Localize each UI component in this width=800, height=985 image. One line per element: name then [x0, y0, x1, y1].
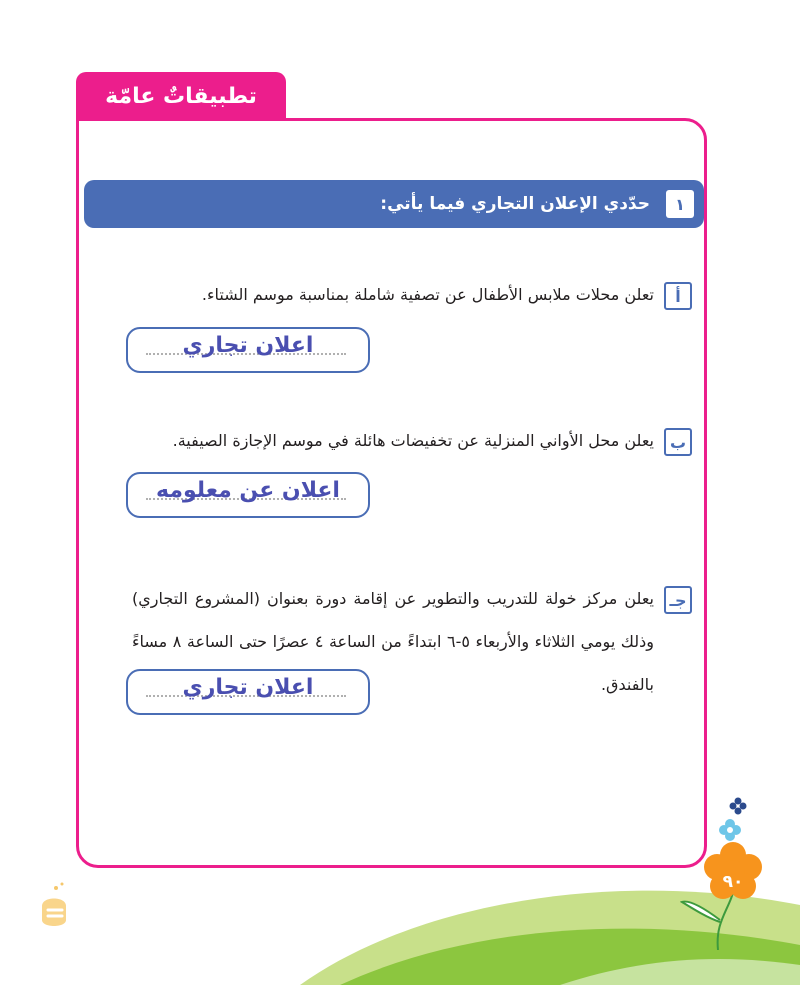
- item-b-text: يعلن محل الأواني المنزلية عن تخفيضات هائلة في موسم الإجازة الصيفية.: [172, 431, 654, 450]
- answer-c-text: اعلان تجاري: [182, 675, 314, 700]
- answer-b-text: اعلان عن معلومه: [156, 478, 340, 503]
- question-number: ١: [666, 190, 694, 218]
- publisher-logo-icon: [34, 880, 74, 930]
- item-c-text: يعلن مركز خولة للتدريب والتطوير عن إقامة دورة بعنوان (المشروع التجاري) وذلك يومي الثلاثاء والأربعاء ٥-٦ ابتداءً من الساعة ٤ عصرًا حتى الساعة ٨ مساءً بالفندق.: [132, 589, 655, 694]
- item-c-letter: جـ: [664, 586, 692, 614]
- answer-field-a[interactable]: [126, 327, 370, 373]
- answer-field-b[interactable]: [126, 472, 370, 518]
- item-a-text: تعلن محلات ملابس الأطفال عن تصفية شاملة بمناسبة موسم الشتاء.: [201, 285, 654, 304]
- question-header: [84, 180, 704, 228]
- item-a: [202, 282, 692, 310]
- question-text: حدّدي الإعلان التجاري فيما يأتي:: [380, 194, 650, 214]
- item-a-letter: أ: [664, 282, 692, 310]
- answer-field-c[interactable]: [126, 669, 370, 715]
- section-title: تطبيقاتٌ عامّة: [105, 83, 257, 109]
- item-b: [173, 428, 692, 456]
- section-tab: [76, 72, 286, 120]
- flower-icon: [680, 790, 790, 950]
- item-b-letter: ب: [664, 428, 692, 456]
- answer-a-text: اعلان تجاري: [182, 333, 314, 358]
- page-number: ٩٠: [722, 872, 744, 892]
